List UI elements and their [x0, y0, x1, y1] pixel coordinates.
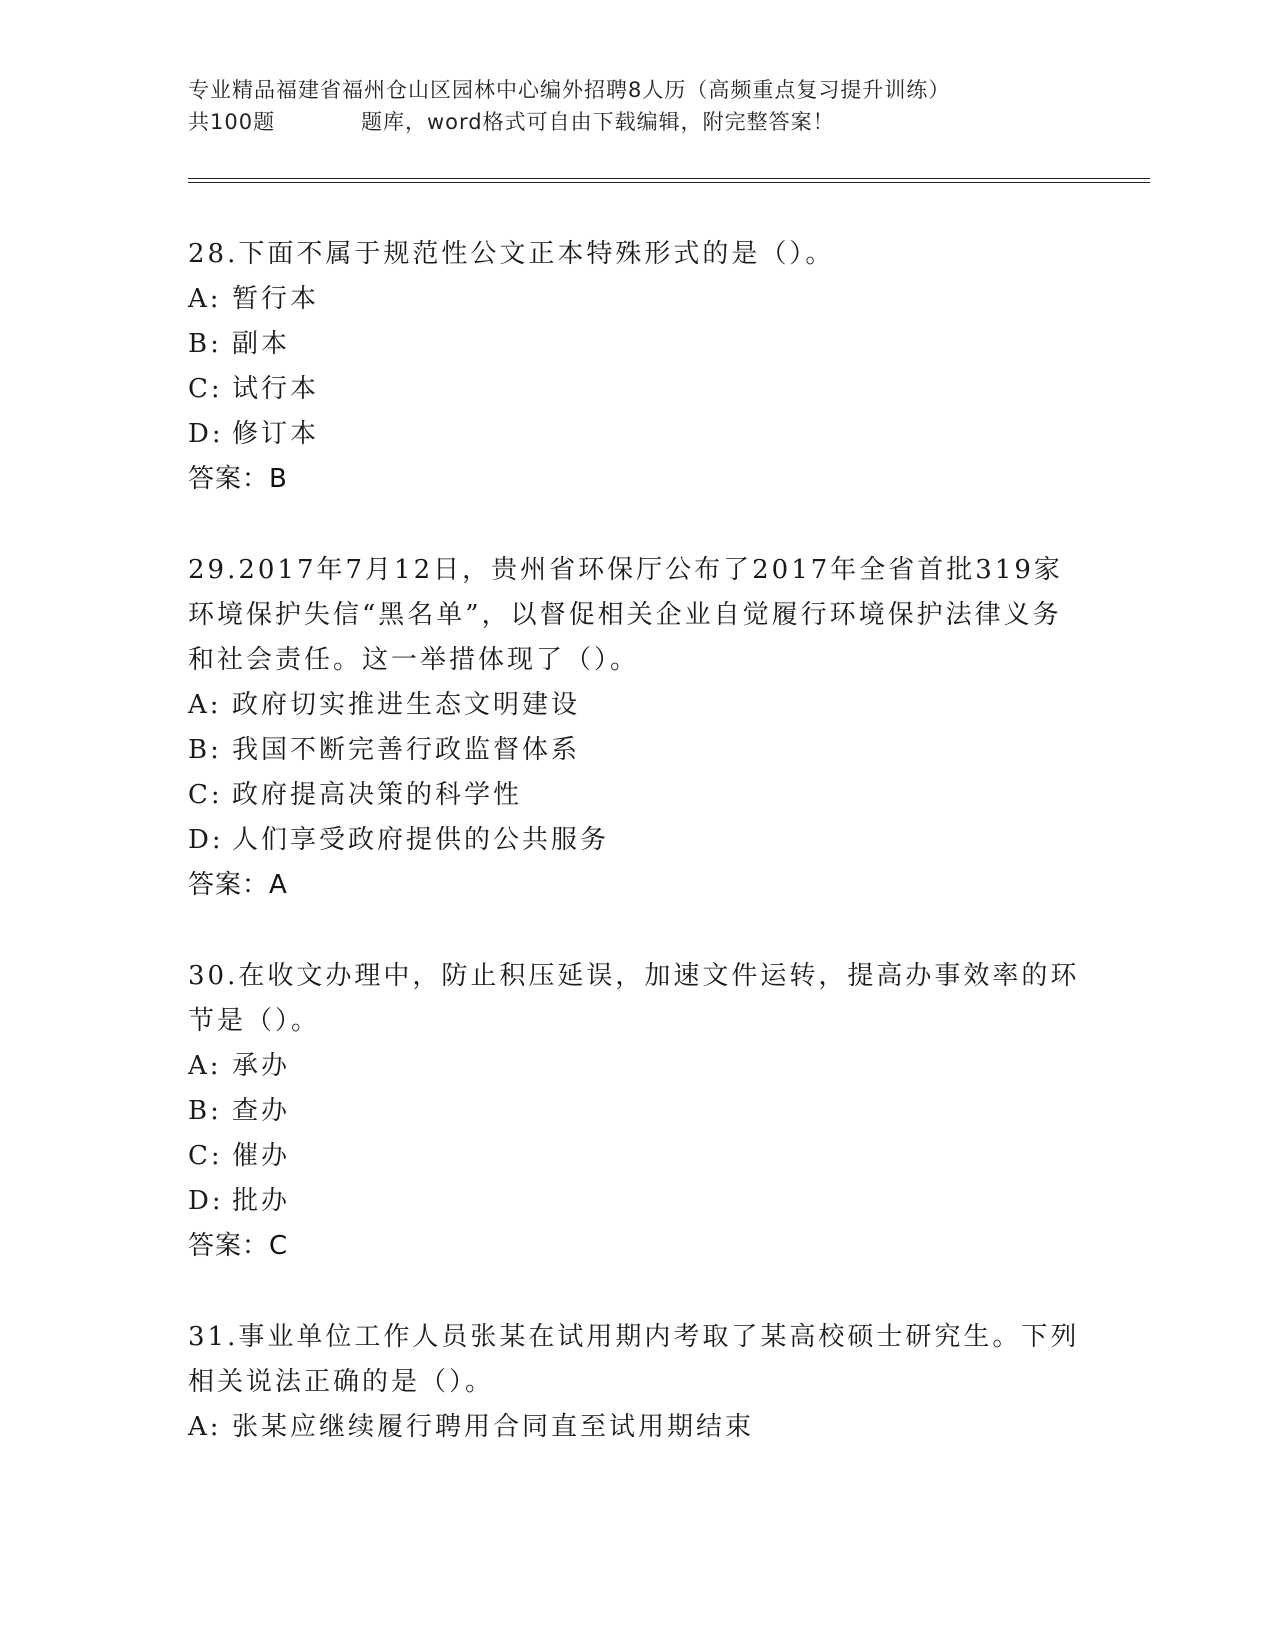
- option-a: [188, 683, 1088, 728]
- header-divider-bottom: [188, 182, 1150, 183]
- question-29: [188, 548, 1088, 908]
- document-header: [188, 74, 1088, 138]
- question-text: 31.事业单位工作人员张某在试用期内考取了某高校硕士研究生。下列相关说法正确的是（）。: [188, 1322, 1080, 1397]
- option-text: 副本: [232, 329, 291, 359]
- answer-text: 答案：B: [188, 464, 288, 494]
- option-a: [188, 277, 1088, 322]
- option-letter: C:: [188, 1141, 223, 1171]
- option-letter: C:: [188, 780, 223, 810]
- answer-text: 答案：C: [188, 1231, 289, 1261]
- question-30: [188, 954, 1088, 1269]
- question-list: [188, 232, 1088, 1496]
- option-d: [188, 412, 1088, 457]
- option-letter: D:: [188, 1186, 224, 1216]
- option-c: [188, 1134, 1088, 1179]
- option-text: 张某应继续履行聘用合同直至试用期结束: [232, 1412, 755, 1442]
- header-subtitle: [188, 106, 1088, 138]
- option-a: [188, 1405, 1088, 1450]
- question-text: 30.在收文办理中，防止积压延误，加速文件运转，提高办事效率的环节是（）。: [188, 961, 1080, 1036]
- answer-text: 答案：A: [188, 870, 288, 900]
- question-text: 29.2017年7月12日，贵州省环保厅公布了2017年全省首批319家环境保护失信“黑名单”，以督促相关企业自觉履行环境保护法律义务和社会责任。这一举措体现了（）。: [188, 555, 1063, 675]
- option-text: 政府提高决策的科学性: [232, 780, 523, 810]
- option-text: 承办: [232, 1051, 291, 1081]
- option-letter: D:: [188, 825, 224, 855]
- option-b: [188, 1089, 1088, 1134]
- header-title: 专业精品福建省福州仓山区园林中心编外招聘8人历（高频重点复习提升训练）: [188, 78, 951, 102]
- option-letter: C:: [188, 374, 223, 404]
- option-letter: A:: [188, 1412, 222, 1442]
- header-description: 题库，word格式可自由下载编辑，附完整答案！: [361, 110, 835, 134]
- option-text: 人们享受政府提供的公共服务: [232, 825, 610, 855]
- option-text: 试行本: [232, 374, 320, 404]
- option-b: [188, 322, 1088, 367]
- option-c: [188, 367, 1088, 412]
- option-b: [188, 728, 1088, 773]
- option-letter: A:: [188, 690, 222, 720]
- option-letter: A:: [188, 1051, 222, 1081]
- option-text: 查办: [232, 1096, 291, 1126]
- question-31: [188, 1315, 1088, 1450]
- option-text: 我国不断完善行政监督体系: [232, 735, 581, 765]
- option-letter: D:: [188, 419, 224, 449]
- option-letter: B:: [188, 735, 222, 765]
- question-text: 28.下面不属于规范性公文正本特殊形式的是（）。: [188, 239, 835, 269]
- header-divider-top: [188, 178, 1150, 179]
- option-letter: A:: [188, 284, 222, 314]
- option-text: 政府切实推进生态文明建设: [232, 690, 581, 720]
- option-a: [188, 1044, 1088, 1089]
- option-text: 催办: [232, 1141, 291, 1171]
- option-d: [188, 818, 1088, 863]
- option-d: [188, 1179, 1088, 1224]
- option-letter: B:: [188, 329, 222, 359]
- question-28: [188, 232, 1088, 502]
- option-text: 修订本: [232, 419, 320, 449]
- option-text: 暂行本: [232, 284, 320, 314]
- option-c: [188, 773, 1088, 818]
- option-text: 批办: [232, 1186, 291, 1216]
- option-letter: B:: [188, 1096, 222, 1126]
- question-count: 共100题: [188, 110, 276, 134]
